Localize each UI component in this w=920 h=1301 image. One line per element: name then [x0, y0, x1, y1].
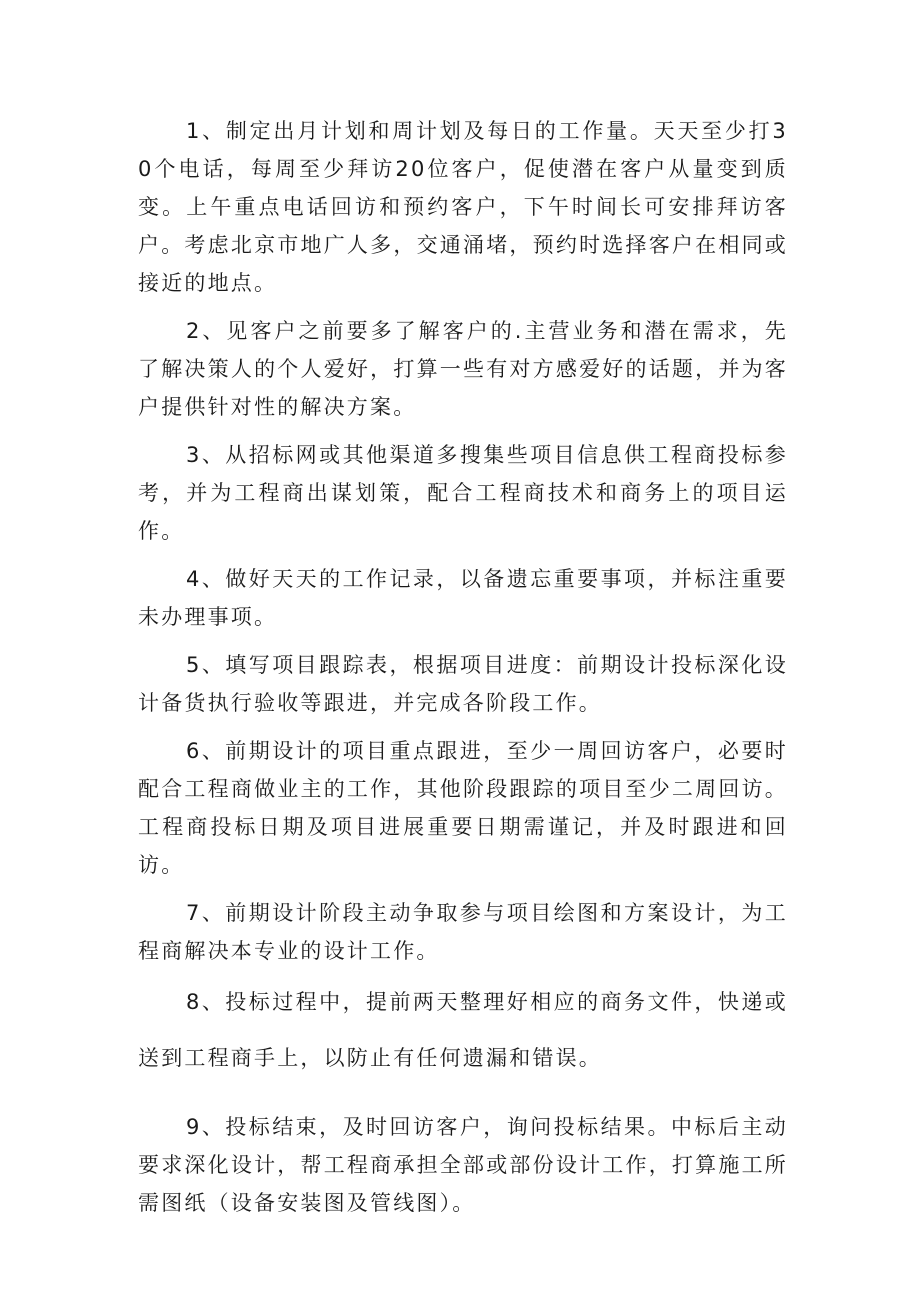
paragraph-3: 3、从招标网或其他渠道多搜集些项目信息供工程商投标参考，并为工程商出谋划策，配合工程商技术和商务上的项目运作。	[138, 443, 788, 543]
paragraph-4: 4、做好天天的工作记录，以备遗忘重要事项，并标注重要未办理事项。	[138, 567, 788, 629]
paragraph-7: 7、前期设计阶段主动争取参与项目绘图和方案设计，为工程商解决本专业的设计工作。	[138, 901, 788, 963]
paragraph-6: 6、前期设计的项目重点跟进，至少一周回访客户，必要时配合工程商做业主的工作，其他阶段跟踪的项目至少二周回访。工程商投标日期及项目进展重要日期需谨记，并及时跟进和回访。	[138, 739, 788, 877]
paragraph-1: 1、制定出月计划和周计划及每日的工作量。天天至少打30个电话，每周至少拜访20位客户，促使潜在客户从量变到质变。上午重点电话回访和预约客户，下午时间长可安排拜访客户。考虑北京市地广人多，交通涌堵，预约时选择客户在相同或接近的地点。	[138, 119, 788, 295]
paragraph-2: 2、见客户之前要多了解客户的.主营业务和潜在需求，先了解决策人的个人爱好，打算一些有对方感爱好的话题，并为客户提供针对性的解决方案。	[138, 319, 788, 419]
paragraph-5: 5、填写项目跟踪表，根据项目进度：前期设计投标深化设计备货执行验收等跟进，并完成各阶段工作。	[138, 653, 788, 715]
paragraph-8: 8、投标过程中，提前两天整理好相应的商务文件，快递或送到工程商手上，以防止有任何遗漏和错误。	[138, 990, 788, 1070]
paragraph-9: 9、投标结束，及时回访客户，询问投标结果。中标后主动要求深化设计，帮工程商承担全部或部份设计工作，打算施工所需图纸（设备安装图及管线图）。	[138, 1115, 788, 1215]
document-body	[138, 112, 788, 1222]
